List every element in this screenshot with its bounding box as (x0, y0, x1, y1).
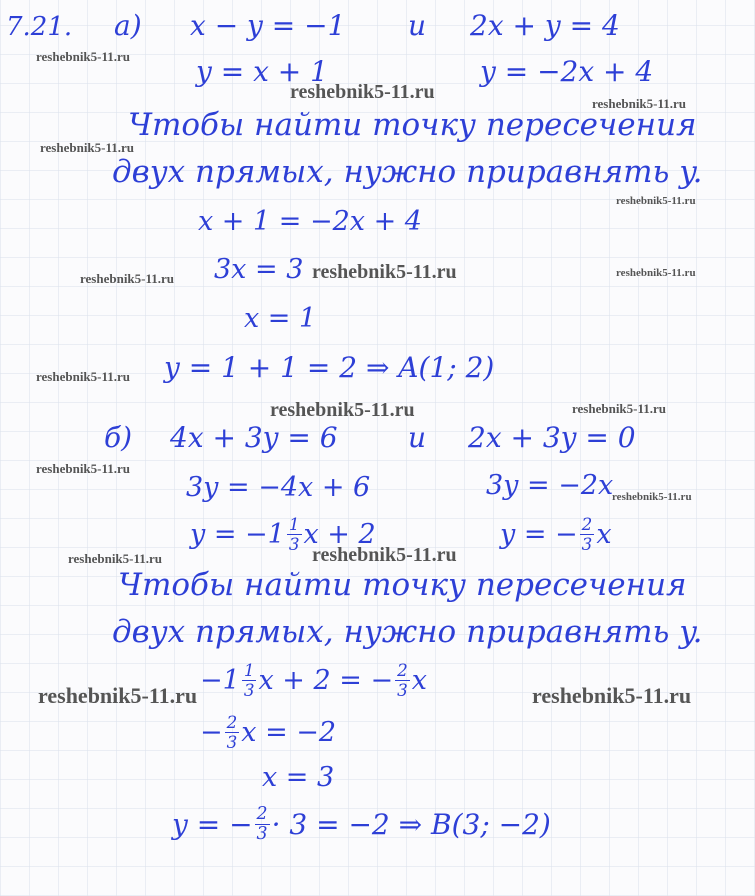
watermark: reshebnik5-11.ru (612, 491, 692, 503)
part-b-equation-1: 4x + 3y = 6 (170, 421, 338, 454)
part-a-step-3: x = 1 (244, 303, 317, 334)
part-b-note-line-1: Чтобы найти точку пересечения (118, 567, 687, 603)
watermark: reshebnik5-11.ru (312, 261, 457, 283)
part-b-eqa-fraction-2 (395, 662, 410, 698)
problem-number: 7.21. (6, 12, 73, 42)
part-b-eqa-numerator-2: 2 (397, 660, 408, 680)
part-b-y2-fraction (580, 516, 595, 552)
part-b-y2 (500, 516, 612, 552)
part-b-result-suffix: · 3 = −2 ⇒ B(3; −2) (271, 807, 551, 841)
part-b-equation-2: 2x + 3y = 0 (468, 421, 636, 454)
watermark: reshebnik5-11.ru (616, 267, 696, 279)
part-b-eqb-numerator: 2 (226, 712, 238, 732)
part-b-eqb-fraction (225, 714, 240, 750)
part-b-y2-prefix: y = − (500, 518, 578, 550)
part-a-result: y = 1 + 1 = 2 ⇒ A(1; 2) (164, 351, 495, 384)
part-a-note-line-2: двух прямых, нужно приравнять y. (112, 154, 703, 190)
part-a-y1: y = x + 1 (196, 55, 328, 88)
part-b-eqa-numerator-1: 1 (243, 660, 255, 680)
part-b-eqb-prefix: − (200, 716, 223, 748)
part-b-y1-prefix: y = −1 (190, 518, 285, 550)
watermark: reshebnik5-11.ru (616, 195, 696, 207)
part-b-eqb-suffix: x = −2 (241, 716, 337, 748)
part-b-note-line-2: двух прямых, нужно приравнять y. (112, 614, 703, 650)
part-b-equation-b (200, 714, 336, 750)
part-a-label: а) (114, 9, 142, 42)
watermark: reshebnik5-11.ru (38, 683, 198, 708)
part-b-result-prefix: y = − (172, 807, 253, 841)
part-a-conjunction: и (408, 9, 427, 42)
watermark: reshebnik5-11.ru (532, 683, 692, 708)
watermark: reshebnik5-11.ru (40, 140, 135, 155)
watermark: reshebnik5-11.ru (36, 461, 131, 476)
part-b-step-1: 3y = −4x + 6 (186, 472, 371, 503)
watermark: reshebnik5-11.ru (80, 271, 175, 286)
part-b-y2-suffix: x (596, 518, 612, 550)
watermark: reshebnik5-11.ru (36, 49, 131, 64)
part-b-y1-denominator: 3 (288, 533, 300, 554)
part-b-result-fraction (255, 806, 270, 844)
part-b-label: б) (104, 421, 133, 454)
part-b-conjunction: и (408, 421, 427, 454)
part-b-eqa-middle: x + 2 = − (258, 664, 394, 696)
part-b-step-2: 3y = −2x (486, 470, 614, 501)
part-b-eqa-prefix: −1 (200, 664, 240, 696)
watermark: reshebnik5-11.ru (572, 401, 667, 416)
part-b-result-numerator: 2 (256, 804, 268, 824)
part-b-y1-fraction (287, 516, 302, 552)
part-b-result (172, 806, 551, 844)
part-a-equation-2: 2x + y = 4 (470, 9, 620, 42)
watermark: reshebnik5-11.ru (592, 96, 687, 111)
watermark: reshebnik5-11.ru (312, 544, 457, 566)
part-a-step-1: x + 1 = −2x + 4 (198, 206, 422, 237)
part-a-y2: y = −2x + 4 (480, 55, 654, 88)
part-b-y2-numerator: 2 (581, 514, 593, 534)
part-b-y1-suffix: x + 2 (303, 518, 376, 550)
watermark: reshebnik5-11.ru (36, 369, 131, 384)
part-b-result-denominator: 3 (256, 824, 268, 845)
part-b-eqa-suffix: x (411, 664, 427, 696)
part-b-y2-denominator: 3 (581, 533, 593, 554)
watermark: reshebnik5-11.ru (68, 551, 163, 566)
part-a-step-2: 3x = 3 (214, 254, 304, 285)
part-b-eqa-denominator-2: 3 (397, 679, 408, 700)
watermark: reshebnik5-11.ru (270, 399, 415, 421)
part-b-eqb-denominator: 3 (226, 731, 238, 752)
watermark: reshebnik5-11.ru (290, 81, 435, 103)
part-a-note-line-1: Чтобы найти точку пересечения (128, 107, 697, 143)
part-a-equation-1: x − y = −1 (190, 9, 346, 42)
part-b-equation-a (200, 662, 427, 698)
part-b-eqa-fraction-1 (242, 662, 257, 698)
part-b-equation-c: x = 3 (262, 762, 335, 793)
part-b-y1-numerator: 1 (288, 514, 300, 534)
part-b-eqa-denominator-1: 3 (243, 679, 255, 700)
